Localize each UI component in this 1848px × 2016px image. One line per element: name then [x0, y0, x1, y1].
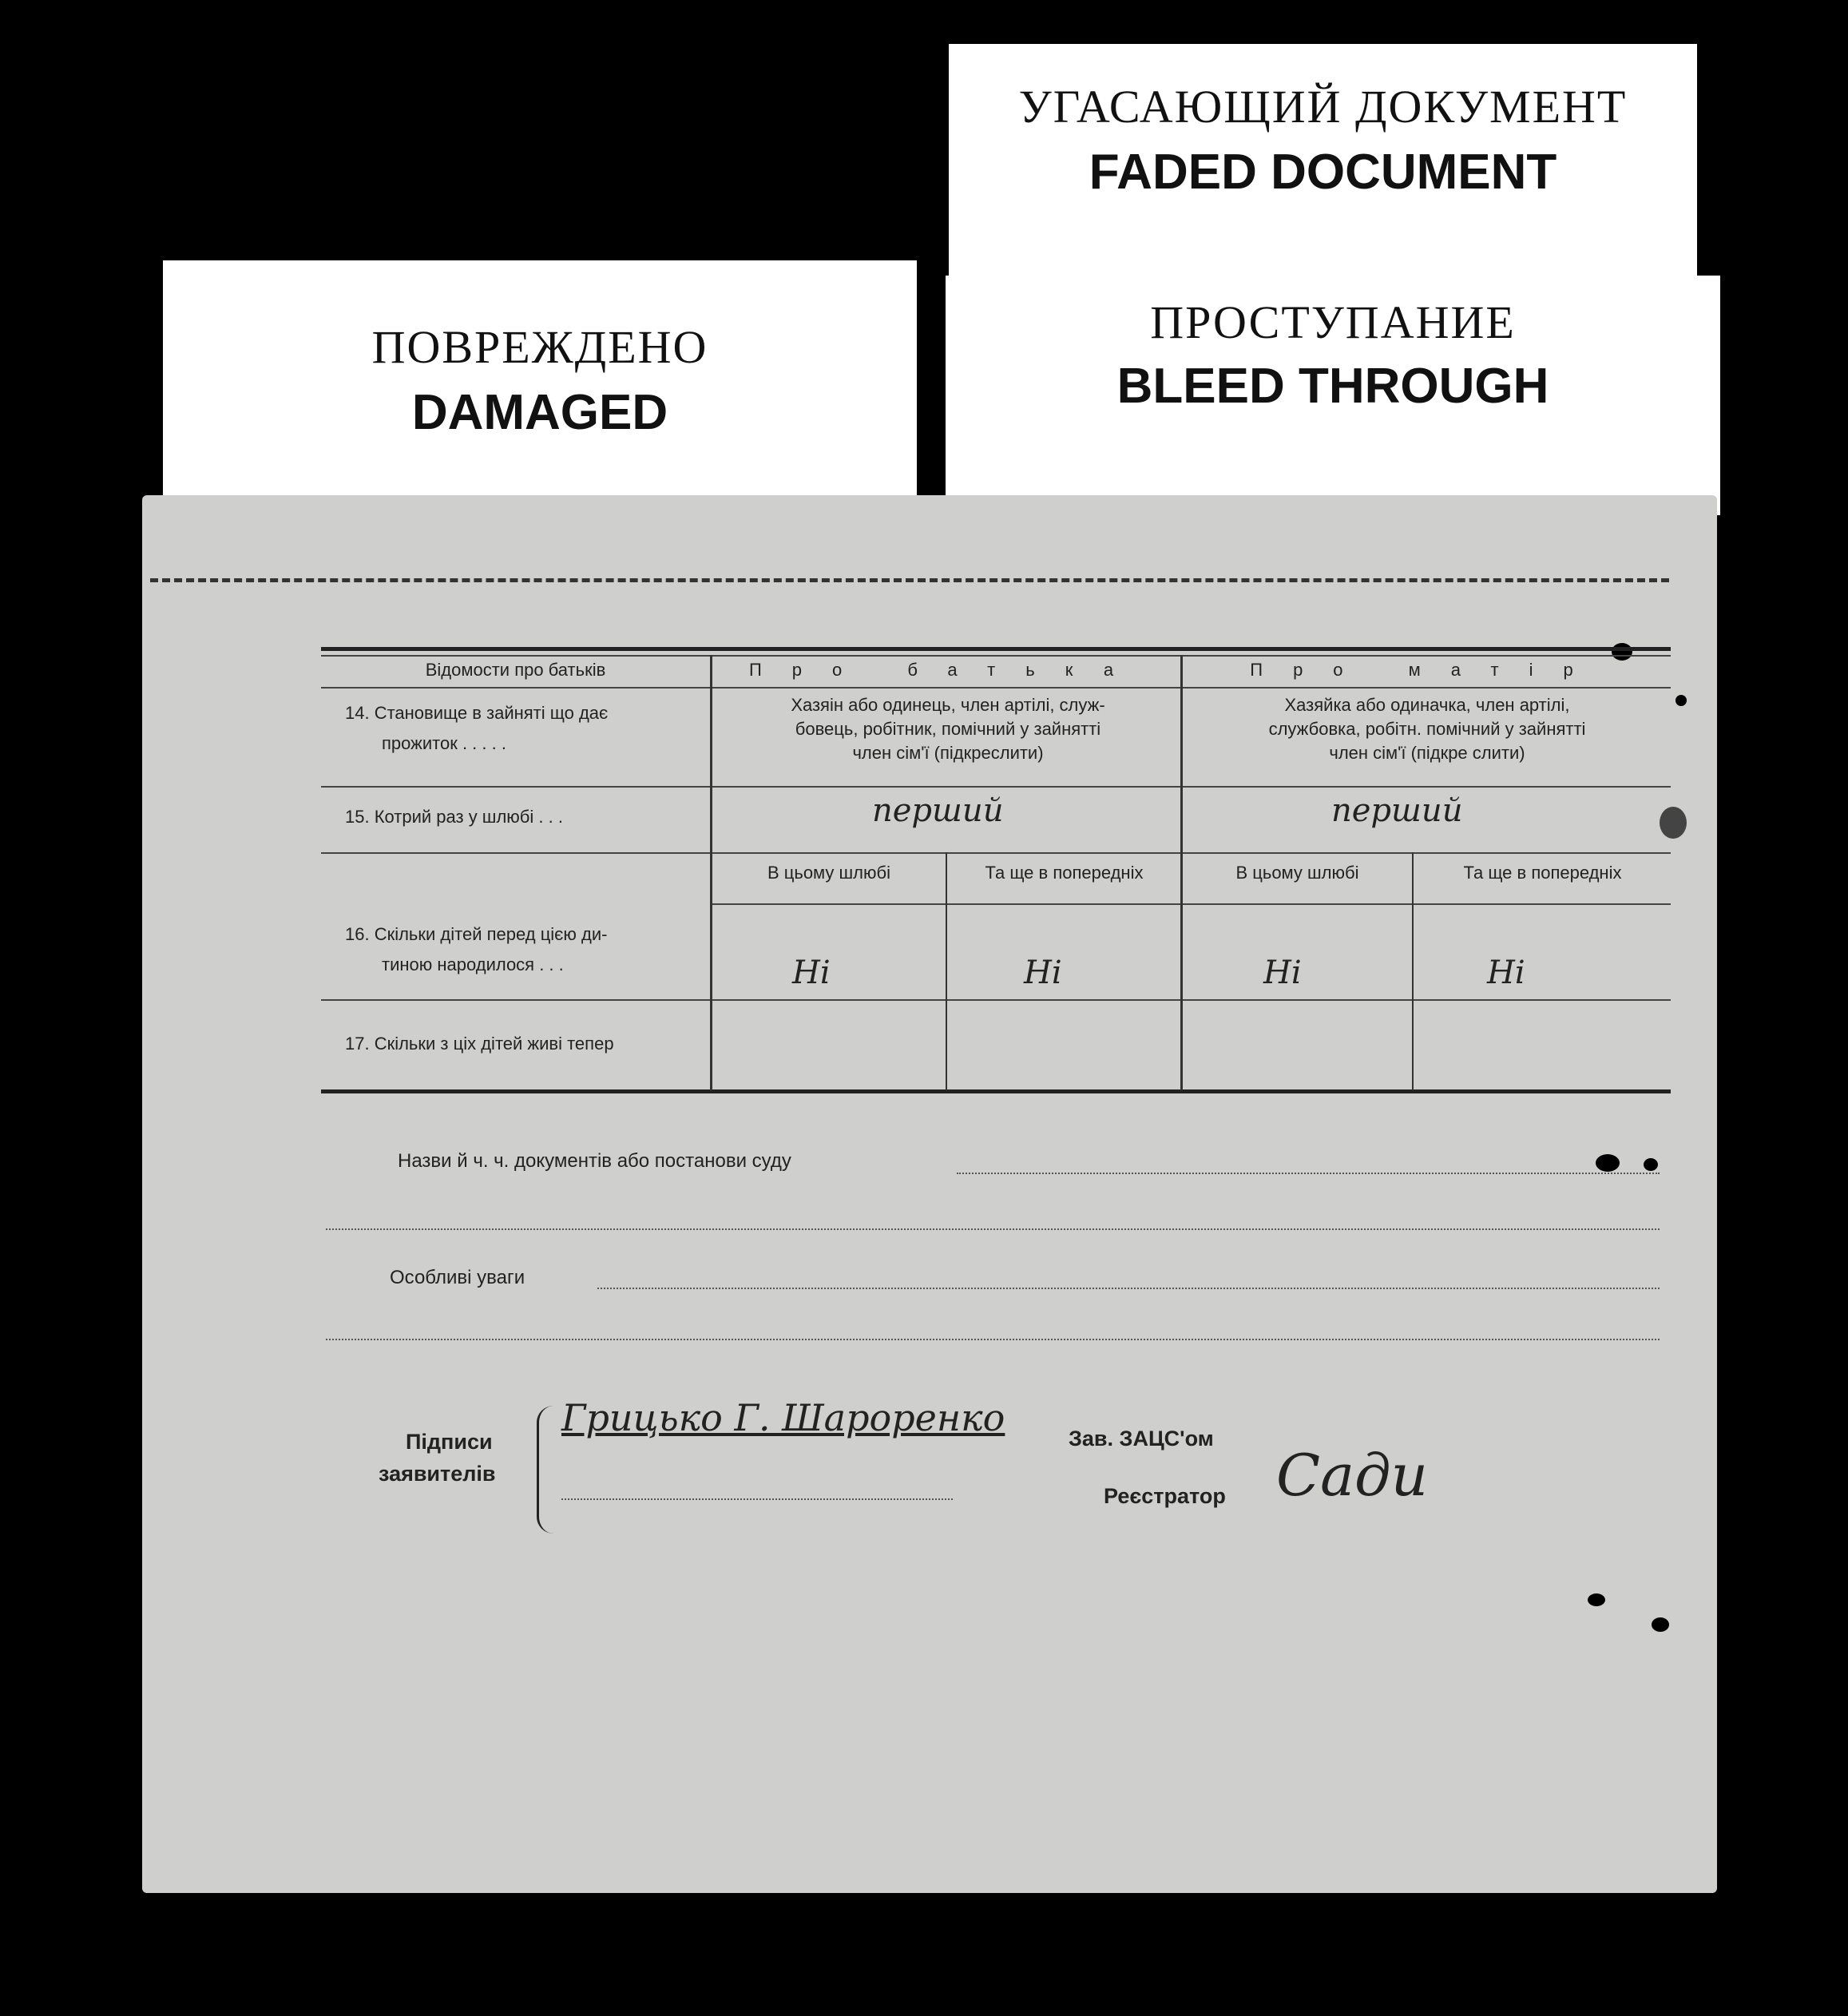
subheader-father-prev: Та ще в попередніх: [985, 863, 1144, 883]
damaged-en: DAMAGED: [411, 385, 668, 440]
damaged-ru: ПОВРЕЖДЕНО: [371, 321, 708, 373]
row16-label-1: 16. Скільки дітей перед цією ди-: [345, 924, 608, 944]
damage-hole: [1675, 695, 1687, 706]
row14-mother-1: Хазяйка або одиначка, член артілі,: [1284, 695, 1570, 715]
registrar-label: Реєстратор: [1104, 1484, 1226, 1508]
parents-info-table: [321, 647, 1671, 1094]
subheader-mother-this: В цьому шлюбі: [1235, 863, 1359, 883]
row14-mother-3: член сім'ї (підкре слити): [1329, 743, 1525, 763]
documents-label: Назви й ч. ч. документів або постанови суду: [398, 1150, 791, 1172]
registrar-signature: Сади: [1276, 1442, 1429, 1509]
subheader-father-this: В цьому шлюбі: [767, 863, 891, 883]
row16-mother-prev-value: Ні: [1487, 954, 1525, 991]
row16-father-this-value: Ні: [792, 954, 831, 991]
damage-hole: [1652, 1617, 1669, 1632]
row15-father-value: перший: [872, 792, 1004, 829]
row15-label: 15. Котрий раз у шлюбі . . .: [345, 807, 563, 827]
row14-father-2: бовець, робітник, помічний у зайнятті: [795, 719, 1101, 739]
row14-father-3: член сім'ї (підкреслити): [852, 743, 1044, 763]
bleed-through-card: [946, 276, 1720, 515]
row15-mother-value: перший: [1331, 792, 1463, 829]
applicants-label-1: Підписи: [406, 1430, 493, 1454]
faded-document-en: FADED DOCUMENT: [1089, 145, 1557, 200]
registry-form-sheet: [142, 495, 1717, 1893]
faded-document-card: [949, 44, 1697, 284]
damage-hole: [1588, 1593, 1605, 1606]
row16-father-prev-value: Ні: [1024, 954, 1062, 991]
perforation-line: [150, 578, 1669, 582]
subheader-mother-prev: Та ще в попередніх: [1463, 863, 1622, 883]
signature-brace: [537, 1406, 553, 1534]
row14-label-1: 14. Становище в зайняті що дає: [345, 703, 609, 723]
col-header-mother: Про матір: [1250, 660, 1604, 680]
faded-document-ru: УГАСАЮЩИЙ ДОКУМЕНТ: [1018, 81, 1628, 133]
applicants-label-2: заявителів: [379, 1462, 496, 1486]
col-header-info: Відомости про батьків: [425, 660, 606, 680]
row17-label: 17. Скільки з ціх дітей живі тепер: [345, 1034, 614, 1054]
applicant-signature: Грицько Г. Шароренко: [561, 1396, 1005, 1439]
col-header-father: Про батька: [748, 660, 1144, 680]
row14-mother-2: службовка, робітн. помічний у зайнятті: [1268, 719, 1586, 739]
bleed-through-en: BLEED THROUGH: [1116, 359, 1549, 414]
head-zags-label: Зав. ЗАЦС'ом: [1069, 1427, 1214, 1450]
row14-father-1: Хазяін або одинець, член артілі, служ-: [791, 695, 1105, 715]
damage-hole: [1644, 1158, 1658, 1171]
bleed-through-ru: ПРОСТУПАНИЕ: [1150, 296, 1516, 348]
row16-mother-this-value: Ні: [1263, 954, 1302, 991]
row14-label-2: прожиток . . . . .: [382, 733, 506, 753]
row16-label-2: тиною народилося . . .: [382, 954, 564, 974]
damage-hole: [1596, 1154, 1620, 1172]
notes-label: Особливі уваги: [390, 1267, 525, 1288]
damaged-card: [163, 260, 917, 500]
